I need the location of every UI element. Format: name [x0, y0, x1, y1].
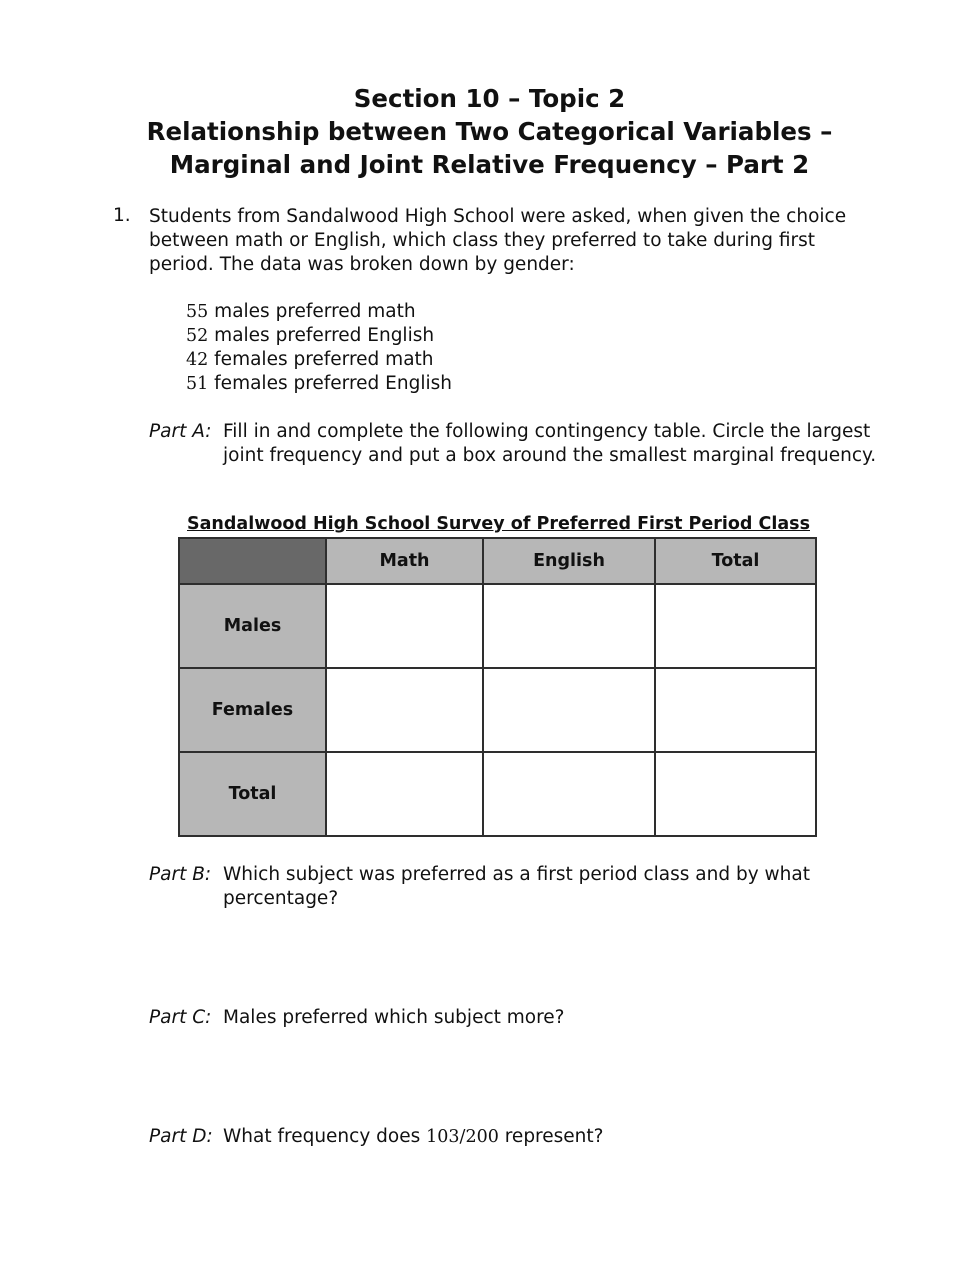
fraction: 103/200 [426, 1127, 499, 1147]
page-title [0, 82, 979, 181]
part-d-text: What frequency does 103/200 represent? [223, 1126, 604, 1147]
column-header: Math [326, 538, 483, 584]
answer-cell[interactable] [655, 584, 816, 668]
part-b-text: Which subject was preferred as a first period class and by what percentage? [223, 864, 810, 909]
answer-cell[interactable] [326, 752, 483, 836]
part-a-label: Part A: [149, 421, 212, 442]
answer-cell[interactable] [326, 668, 483, 752]
answer-cell[interactable] [483, 752, 655, 836]
part-b-label: Part B: [149, 864, 212, 885]
list-item: 51 females preferred English [186, 373, 452, 394]
list-item: 55 males preferred math [186, 301, 416, 322]
answer-cell[interactable] [655, 752, 816, 836]
part-a-text: Fill in and complete the following contingency table. Circle the largest joint frequency and put a box around the smallest marginal frequency. [223, 421, 877, 466]
answer-cell[interactable] [483, 668, 655, 752]
title-line-2: Relationship between Two Categorical Variables – [146, 117, 833, 146]
answer-cell[interactable] [326, 584, 483, 668]
title-line-3: Marginal and Joint Relative Frequency – Part 2 [169, 150, 810, 179]
part-c-text: Males preferred which subject more? [223, 1007, 565, 1028]
part-c-label: Part C: [149, 1007, 212, 1028]
table-caption: Sandalwood High School Survey of Preferred First Period Class [187, 514, 810, 534]
column-header: Total [655, 538, 816, 584]
data-list [186, 300, 452, 396]
part-d-label: Part D: [149, 1126, 213, 1147]
column-header: English [483, 538, 655, 584]
table-corner-cell [179, 538, 326, 584]
answer-cell[interactable] [655, 668, 816, 752]
row-header: Males [179, 584, 326, 668]
row-header: Total [179, 752, 326, 836]
question-number: 1. [113, 205, 131, 226]
title-line-1: Section 10 – Topic 2 [353, 84, 626, 113]
answer-cell[interactable] [483, 584, 655, 668]
list-item: 52 males preferred English [186, 325, 435, 346]
row-header: Females [179, 668, 326, 752]
list-item: 42 females preferred math [186, 349, 434, 370]
question-text: Students from Sandalwood High School were asked, when given the choice between math or English, which class they preferred to take during first period. The data was broken down by gender: [149, 206, 847, 275]
contingency-table [178, 537, 817, 837]
